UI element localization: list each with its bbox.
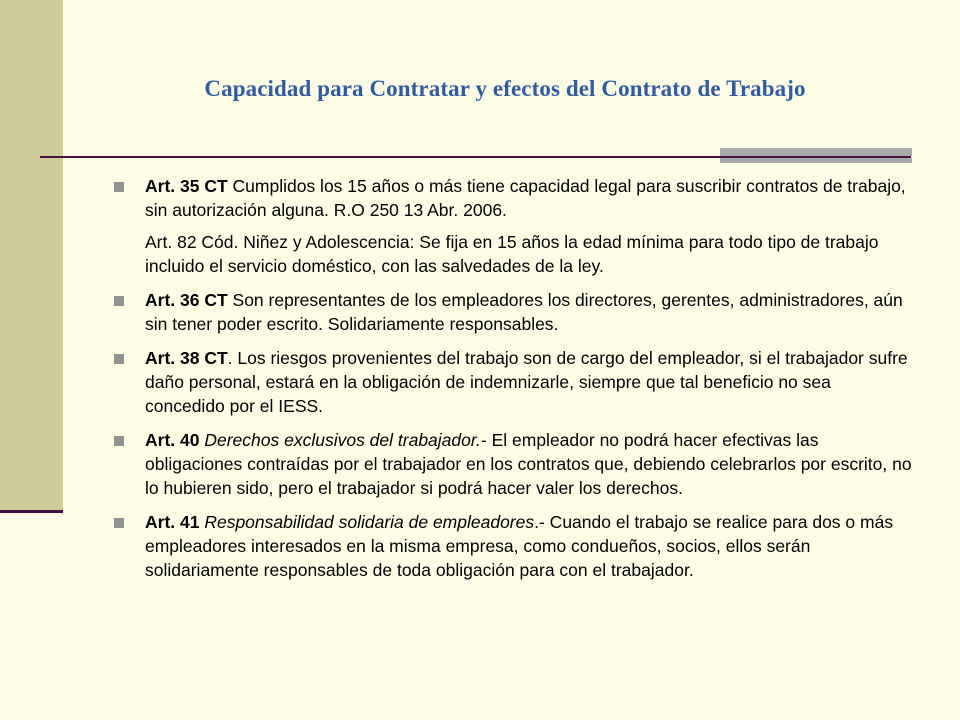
article-heading: Responsabilidad solidaria de empleadores — [199, 512, 535, 532]
square-bullet-icon — [114, 182, 124, 192]
square-bullet-icon — [114, 436, 124, 446]
article-text: - El empleador no podrá hacer efectivas las obligaciones contraídas por el trabajador en los contratos que, debiendo celebrarlos por escrito, no lo hubieren sido, pero el trabajador si podrá hacer valer los derechos. — [145, 430, 912, 498]
slide-body — [114, 174, 914, 592]
left-accent-band — [0, 0, 63, 510]
decorative-gray-bar — [720, 148, 912, 156]
article-text: . Los riesgos provenientes del trabajo son de cargo del empleador, si el trabajador sufre daño personal, estará en la obligación de indemnizarle, siempre que tal beneficio no sea concedido por el IESS. — [145, 348, 908, 416]
article-label: Art. 38 CT — [145, 348, 228, 368]
article-text: Cumplidos los 15 años o más tiene capacidad legal para suscribir contratos de trabajo, sin autorización alguna. R.O 250 13 Abr. 2006. — [145, 176, 906, 220]
title-divider — [40, 156, 911, 158]
article-text: .- Cuando el trabajo se realice para dos o más empleadores interesados en la misma empresa, como condueños, socios, ellos serán solidariamente responsables de toda obligación para con el trabajador. — [145, 512, 894, 580]
bullet-item-art-36 — [114, 288, 914, 336]
continuation-paragraph: Art. 82 Cód. Niñez y Adolescencia: Se fija en 15 años la edad mínima para todo tipo de trabajo incluido el servicio doméstico, con las salvedades de la ley. — [145, 232, 879, 276]
bullet-item-art-35 — [114, 174, 914, 222]
bullet-item-art-38 — [114, 346, 914, 418]
square-bullet-icon — [114, 518, 124, 528]
article-label: Art. 36 CT — [145, 290, 228, 310]
square-bullet-icon — [114, 354, 124, 364]
article-label: Art. 41 — [145, 512, 200, 532]
square-bullet-icon — [114, 296, 124, 306]
bullet-item-art-41 — [114, 510, 914, 582]
article-label: Art. 40 — [145, 430, 200, 450]
article-heading: Derechos exclusivos del trabajador. — [199, 430, 481, 450]
article-label: Art. 35 CT — [145, 176, 228, 196]
bullet-item-art-40 — [114, 428, 914, 500]
left-accent-underline — [0, 510, 63, 513]
article-text: Son representantes de los empleadores los directores, gerentes, administradores, aún sin tener poder escrito. Solidariamente responsables. — [145, 290, 903, 334]
slide-title: Capacidad para Contratar y efectos del Contrato de Trabajo — [204, 76, 806, 101]
decorative-gray-bar-lower — [720, 158, 912, 163]
